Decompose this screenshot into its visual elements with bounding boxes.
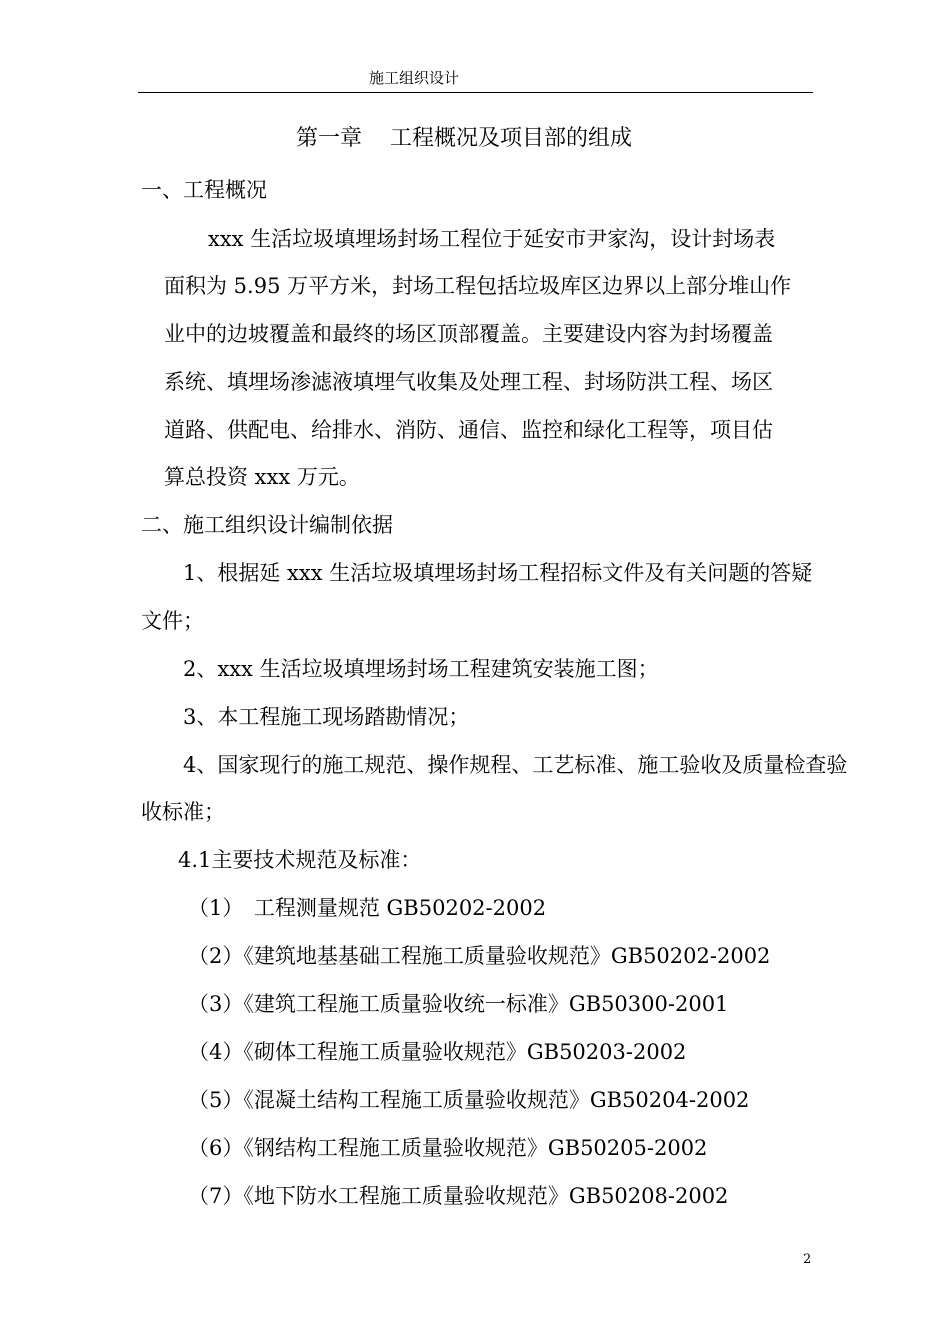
paragraph-line: 道路、供配电、给排水、消防、通信、监控和绿化工程等，项目估 [164,418,773,442]
paragraph-line: 业中的边坡覆盖和最终的场区顶部覆盖。主要建设内容为封场覆盖 [164,322,773,346]
paragraph-line: 系统、填埋场渗滤液填埋气收集及处理工程、封场防洪工程、场区 [164,370,773,394]
standard-item: （3）《建筑工程施工质量验收统一标准》GB50300-2001 [188,992,729,1016]
basis-item-1: 1、根据延 xxx 生活垃圾填埋场封场工程招标文件及有关问题的答疑 [183,561,813,585]
basis-item-4-cont: 收标准； [141,800,225,824]
basis-item-3: 3、本工程施工现场踏勘情况； [183,705,470,729]
running-header: 施工组织设计 [369,69,460,87]
basis-item-1-cont: 文件； [141,609,204,633]
standard-item: （5）《混凝土结构工程施工质量验收规范》GB50204-2002 [188,1088,750,1112]
chapter-number: 第一章 [296,126,363,151]
standard-item: （2）《建筑地基基础工程施工质量验收规范》GB50202-2002 [188,944,771,968]
chapter-title [296,126,632,152]
basis-item-2: 2、xxx 生活垃圾填埋场封场工程建筑安装施工图； [183,657,659,681]
chapter-name: 工程概况及项目部的组成 [390,126,633,151]
paragraph-line: xxx 生活垃圾填埋场封场工程位于延安市尹家沟，设计封场表 [208,227,776,251]
paragraph-line: 算总投资 xxx 万元。 [164,465,360,489]
standard-item: （6）《钢结构工程施工质量验收规范》GB50205-2002 [188,1136,708,1160]
standard-item: （1） 工程测量规范 GB50202-2002 [188,896,547,920]
section-heading-overview: 一、工程概况 [141,178,267,202]
standard-item: （4）《砌体工程施工质量验收规范》GB50203-2002 [188,1040,687,1064]
standard-item: （7）《地下防水工程施工质量验收规范》GB50208-2002 [188,1184,729,1208]
page-number: 2 [803,1252,812,1267]
paragraph-line: 面积为 5.95 万平方米，封场工程包括垃圾库区边界以上部分堆山作 [164,274,792,298]
basis-item-4: 4、国家现行的施工规范、操作规程、工艺标准、施工验收及质量检查验 [183,753,848,777]
section-heading-basis: 二、施工组织设计编制依据 [141,513,393,537]
header-rule [138,92,813,93]
standards-subheading: 4.1主要技术规范及标准： [178,848,422,872]
